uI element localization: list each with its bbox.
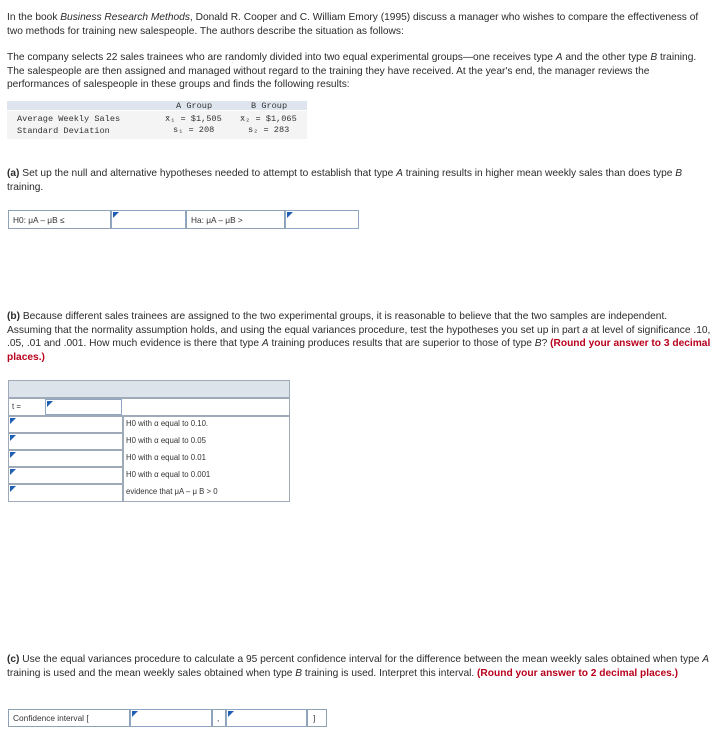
question-text: Because different sales trainees are assigned to the two experimental groups, it is reasonable to believe that the two samples are independent. Assuming that the normality assumption holds, and using the equal variances procedure, test the hypotheses you set up in part <box>7 311 668 336</box>
option-evidence: evidence that μA – μ B > 0 <box>126 487 218 496</box>
type-b: B <box>534 338 542 349</box>
h0-value-input[interactable] <box>111 210 186 229</box>
option-alpha-010: H0 with α equal to 0.10. <box>126 419 209 428</box>
a-mean-value: x̄₁ = $1,505 <box>165 114 222 124</box>
question-text: training is used and the mean weekly sales obtained when type <box>7 667 296 679</box>
evidence-select[interactable] <box>8 484 123 502</box>
dropdown-marker-icon <box>10 435 16 441</box>
intro-text: The company selects 22 sales trainees who are randomly divided into two equal experimental groups—one receives type <box>7 52 556 63</box>
intro-text: training. The salespeople are then assigned and managed without regard to the training they have received. At the year's end, the manager reviews the performances of salespeople in these groups and finds the following results: <box>7 52 697 90</box>
ci-comma: , <box>217 713 220 723</box>
ci-lower-input[interactable] <box>130 709 212 727</box>
question-text: training is used. Interpret this interval. <box>302 667 478 679</box>
intro-paragraph-1 <box>7 11 712 38</box>
part-c-question <box>7 653 715 680</box>
input-marker-icon <box>132 711 138 717</box>
results-table <box>7 101 307 139</box>
decision-select-4[interactable] <box>8 467 123 484</box>
question-text: training. <box>7 181 44 193</box>
question-text: training produces results that are superior to those of type <box>268 338 535 349</box>
ha-label: Ha: μA – μB > <box>191 215 243 225</box>
ci-upper-input[interactable] <box>226 709 307 727</box>
part-a-question <box>7 167 713 194</box>
h0-label: H0: μA – μB ≤ <box>13 215 65 225</box>
ha-label-box <box>186 210 285 229</box>
decision-select-2[interactable] <box>8 433 123 450</box>
header-a-group: A Group <box>176 101 213 111</box>
option-alpha-0001: H0 with α equal to 0.001 <box>126 470 211 479</box>
type-b: B <box>295 667 303 679</box>
type-b: B <box>650 52 658 63</box>
part-c-tag: (c) <box>7 654 20 665</box>
intro-text: and the other type <box>562 52 651 63</box>
rounding-instruction: (Round your answer to 3 decimal places.) <box>7 338 711 363</box>
part-ref-a: a <box>582 324 589 336</box>
t-label: t = <box>12 402 21 411</box>
option-alpha-001: H0 with α equal to 0.01 <box>126 453 206 462</box>
intro-paragraph-2 <box>7 51 713 92</box>
type-a: A <box>261 338 269 349</box>
ci-close: ] <box>313 713 316 723</box>
question-text: Set up the null and alternative hypotheses needed to attempt to establish that type <box>19 168 397 179</box>
type-b: B <box>675 168 683 179</box>
input-marker-icon <box>287 212 293 218</box>
header-b-group: B Group <box>251 101 288 111</box>
question-text: Use the equal variances procedure to calculate a 95 percent confidence interval for the difference between the mean weekly sales obtained when type <box>19 654 703 665</box>
type-a: A <box>396 168 403 179</box>
book-title: Business Research Methods <box>60 12 190 23</box>
dropdown-marker-icon <box>10 469 16 475</box>
b-sd-value: s₂ = 283 <box>248 125 290 135</box>
question-text: ? <box>541 338 551 349</box>
decision-select-1[interactable] <box>8 416 123 433</box>
input-marker-icon <box>113 212 119 218</box>
question-text: training results in higher mean weekly sales than does type <box>402 168 676 179</box>
type-a: A <box>555 52 563 63</box>
part-a-tag: (a) <box>7 168 20 179</box>
row-label-standard-deviation: Standard Deviation <box>17 126 110 136</box>
part-b-question <box>7 310 713 364</box>
t-value-input[interactable] <box>45 399 122 415</box>
ci-comma-box <box>212 709 226 727</box>
dropdown-marker-icon <box>10 486 16 492</box>
input-marker-icon <box>228 711 234 717</box>
dropdown-marker-icon <box>10 452 16 458</box>
decision-select-3[interactable] <box>8 450 123 467</box>
option-alpha-005: H0 with α equal to 0.05 <box>126 436 206 445</box>
rounding-instruction: (Round your answer to 2 decimal places.) <box>477 667 679 679</box>
h0-label-box <box>8 210 111 229</box>
question-text: at level of significance .10, .05, .01 and .001. How much evidence is there that type <box>7 324 711 349</box>
b-mean-value: x̄₂ = $1,065 <box>240 114 297 124</box>
grid-header <box>8 380 290 398</box>
row-label-average-weekly-sales: Average Weekly Sales <box>17 114 121 124</box>
part-b-tag: (b) <box>7 311 21 322</box>
dropdown-marker-icon <box>10 418 16 424</box>
ci-close-box <box>307 709 327 727</box>
hypothesis-test-grid <box>8 380 290 502</box>
ci-label-box <box>8 709 130 727</box>
input-marker-icon <box>47 401 53 407</box>
ci-label: Confidence interval [ <box>13 713 89 723</box>
intro-text: In the book <box>7 12 61 23</box>
ha-value-input[interactable] <box>285 210 359 229</box>
type-a: A <box>702 654 710 665</box>
a-sd-value: s₁ = 208 <box>173 125 215 135</box>
intro-text: , Donald R. Cooper and C. William Emory (1995) discuss a manager who wishes to compare the effectiveness of two methods for training new salespeople. The authors describe the situation as follows: <box>7 12 699 37</box>
